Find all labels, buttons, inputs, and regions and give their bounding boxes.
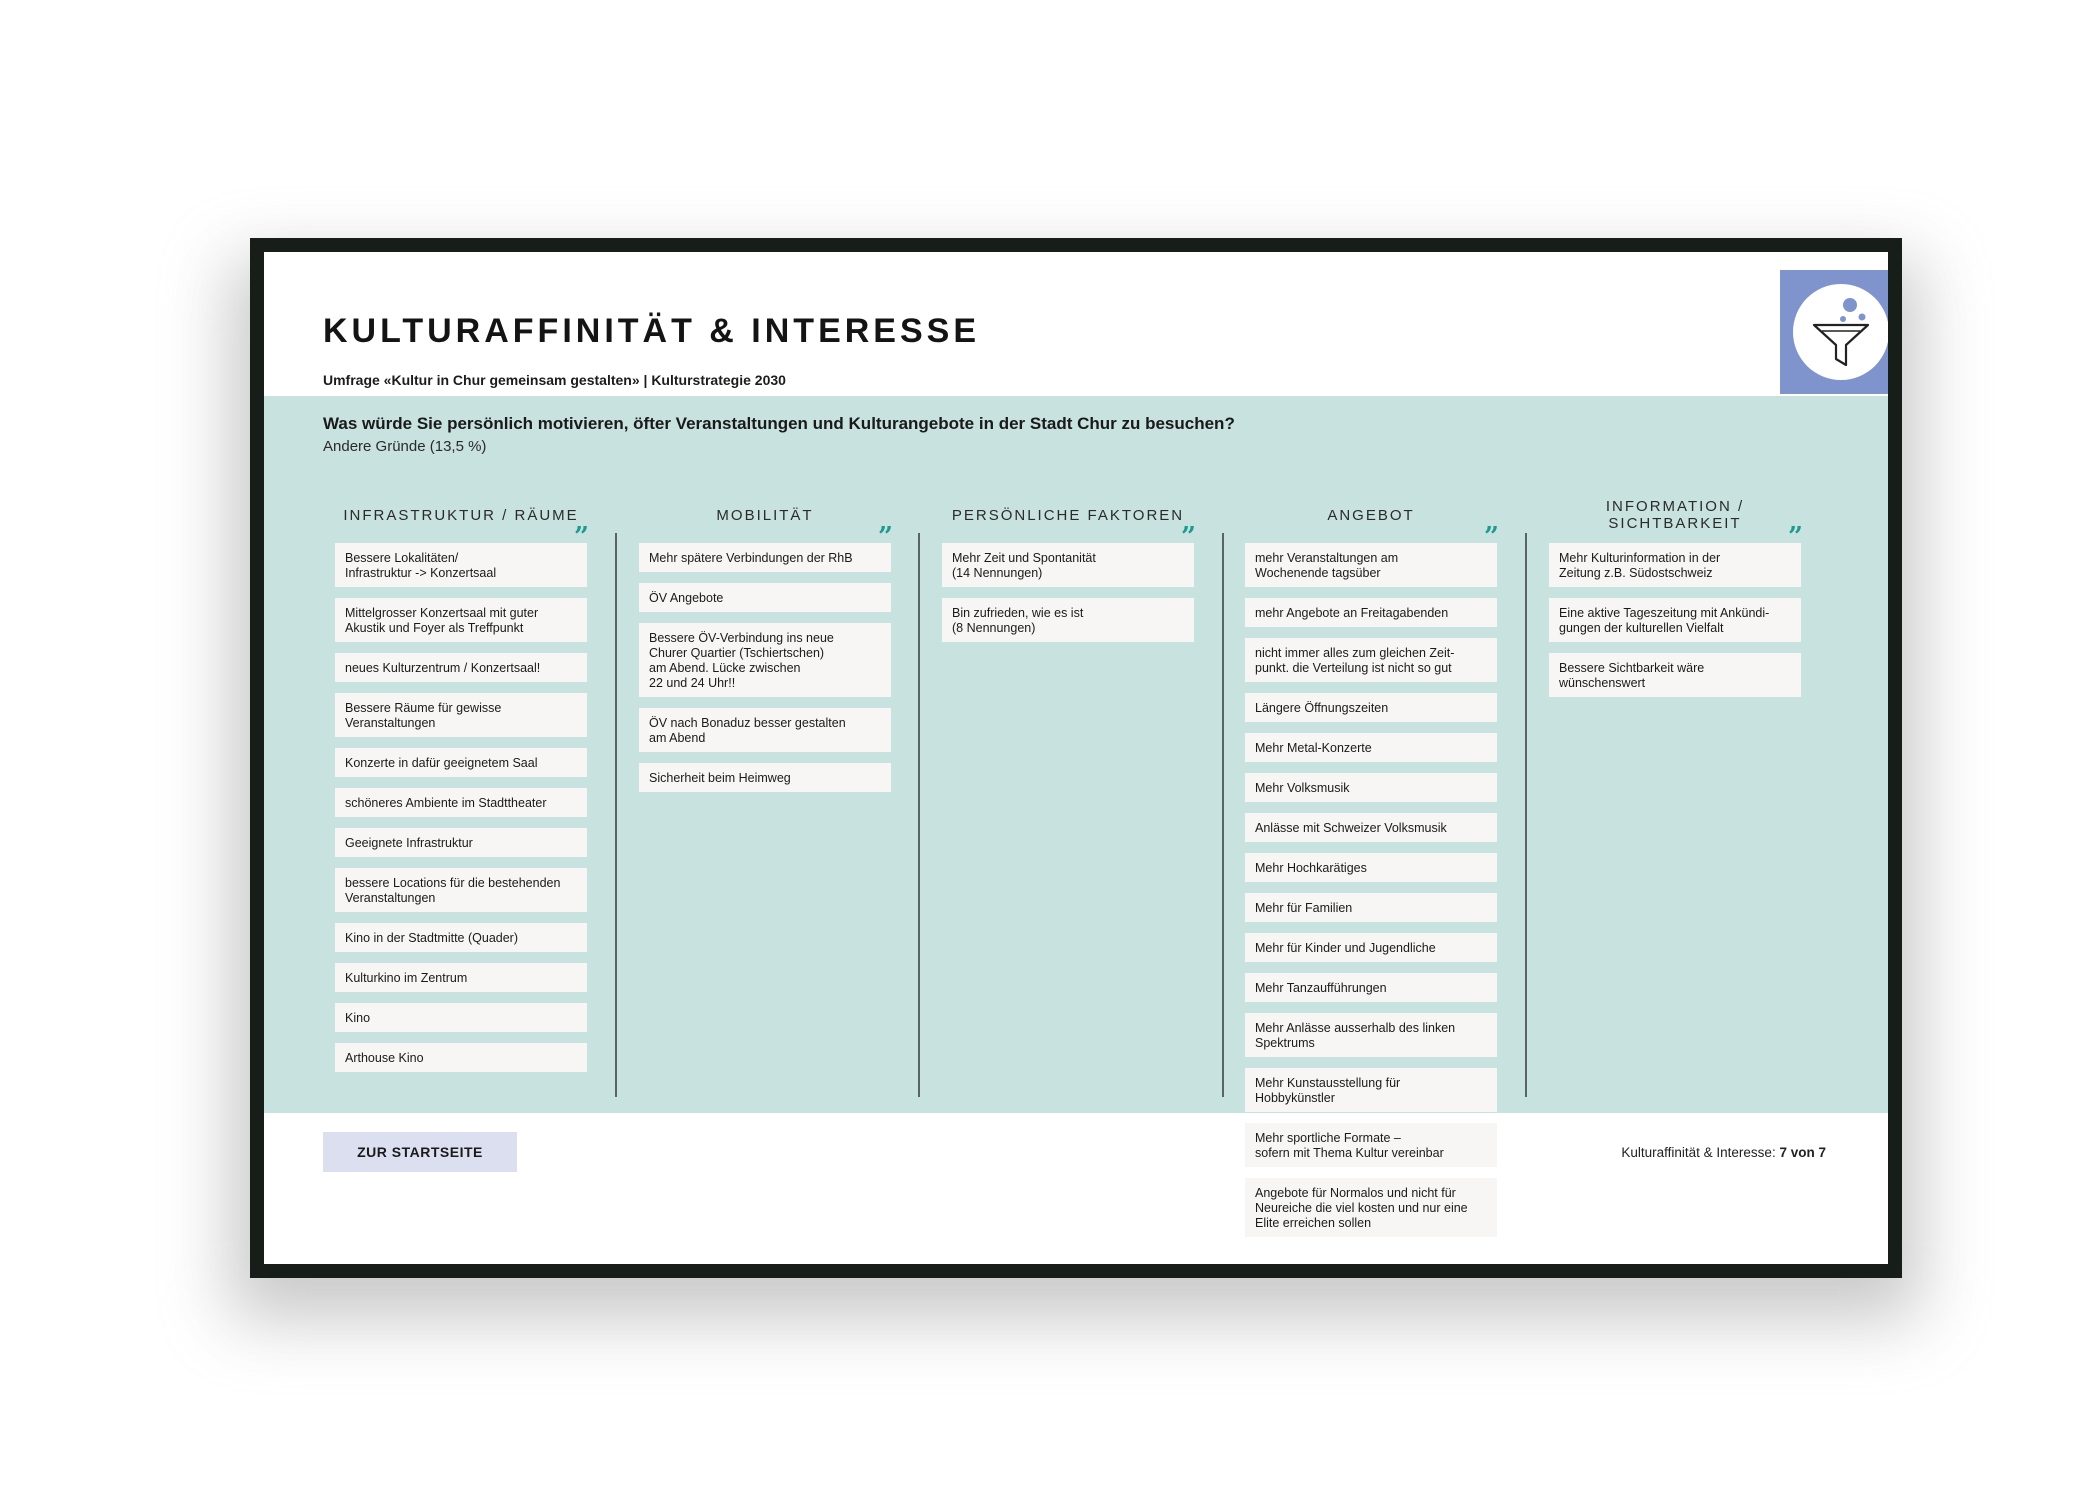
answer-card: Mehr sportliche Formate – sofern mit Thema Kultur vereinbar [1245,1123,1497,1167]
card-list [335,543,587,1072]
answer-card: Kino in der Stadtmitte (Quader) [335,923,587,952]
slide [264,252,1888,1264]
answer-card: Bessere Sichtbarkeit wäre wünschenswert [1549,653,1801,697]
answer-card: Bessere ÖV-Verbindung ins neue Churer Quartier (Tschiertschen) am Abend. Lücke zwischen 22 und 24 Uhr!! [639,623,891,697]
column-divider [615,533,617,1097]
answer-card: Längere Öffnungszeiten [1245,693,1497,722]
column-heading: MOBILITÄT [716,506,814,524]
card-list [1245,543,1497,1237]
logo-circle [1793,284,1888,380]
screen-frame [250,238,1902,1278]
answer-card: Bin zufrieden, wie es ist (8 Nennungen) [942,598,1194,642]
answer-card: Arthouse Kino [335,1043,587,1072]
answer-card: Mehr spätere Verbindungen der RhB [639,543,891,572]
quote-icon: ” [1788,522,1803,552]
column-divider [1222,533,1224,1097]
column-heading: INFORMATION / SICHTBARKEIT [1605,498,1745,532]
column-heading: PERSÖNLICHE FAKTOREN [951,506,1185,524]
card-list [1549,543,1801,697]
quote-icon: ” [878,522,893,552]
answer-card: mehr Angebote an Freitagabenden [1245,598,1497,627]
answer-card: Mehr Zeit und Spontanität (14 Nennungen) [942,543,1194,587]
funnel-icon [1806,295,1876,369]
quote-icon: ” [574,522,589,552]
answer-card: Kulturkino im Zentrum [335,963,587,992]
answer-card: Kino [335,1003,587,1032]
card-list [639,543,891,792]
answer-card: Mehr Anlässe ausserhalb des linken Spektrums [1245,1013,1497,1057]
answer-card: Bessere Räume für gewisse Veranstaltungen [335,693,587,737]
quote-icon: ” [1484,522,1499,552]
answer-card: Angebote für Normalos und nicht für Neureiche die viel kosten und nur eine Elite erreichen sollen [1245,1178,1497,1237]
answer-card: ÖV nach Bonaduz besser gestalten am Abend [639,708,891,752]
answer-card: Mittelgrosser Konzertsaal mit guter Akustik und Foyer als Treffpunkt [335,598,587,642]
answer-card: Geeignete Infrastruktur [335,828,587,857]
column-mobilitaet [639,496,891,803]
page-title: KULTURAFFINITÄT & INTERESSE [323,312,981,350]
answer-card: Mehr für Familien [1245,893,1497,922]
answer-card: Mehr Tanzaufführungen [1245,973,1497,1002]
column-heading: ANGEBOT [1327,506,1415,524]
answer-card: ÖV Angebote [639,583,891,612]
answer-card: mehr Veranstaltungen am Wochenende tagsüber [1245,543,1497,587]
survey-question: Was würde Sie persönlich motivieren, öfter Veranstaltungen und Kulturangebote in der Stadt Chur zu besuchen? [323,414,1235,433]
column-infrastruktur [335,496,587,1083]
column-divider [918,533,920,1097]
column-information [1549,496,1801,708]
answer-card: Mehr für Kinder und Jugendliche [1245,933,1497,962]
answer-card: Konzerte in dafür geeignetem Saal [335,748,587,777]
column-persoenliche-faktoren [942,496,1194,653]
answer-card: Anlässe mit Schweizer Volksmusik [1245,813,1497,842]
page-subtitle: Umfrage «Kultur in Chur gemeinsam gestalten» | Kulturstrategie 2030 [323,372,786,388]
page-indicator [1621,1145,1826,1160]
answer-card: Bessere Lokalitäten/ Infrastruktur -> Konzertsaal [335,543,587,587]
answer-card: nicht immer alles zum gleichen Zeit- punkt. die Verteilung ist nicht so gut [1245,638,1497,682]
survey-note: Andere Gründe (13,5 %) [323,438,487,455]
column-divider [1525,533,1527,1097]
answer-card: schöneres Ambiente im Stadttheater [335,788,587,817]
answer-card: Mehr Metal-Konzerte [1245,733,1497,762]
answer-card: Mehr Hochkarätiges [1245,853,1497,882]
answer-card: neues Kulturzentrum / Konzertsaal! [335,653,587,682]
answer-card: Mehr Kulturinformation in der Zeitung z.B. Südostschweiz [1549,543,1801,587]
answer-card: Eine aktive Tageszeitung mit Ankündi- gungen der kulturellen Vielfalt [1549,598,1801,642]
page-indicator-value: 7 von 7 [1779,1145,1826,1160]
logo-badge [1780,270,1888,394]
page-indicator-label: Kulturaffinität & Interesse: [1621,1145,1776,1160]
column-angebot [1245,496,1497,1248]
card-list [942,543,1194,642]
answer-card: Sicherheit beim Heimweg [639,763,891,792]
answer-card: Mehr Kunstausstellung für Hobbykünstler [1245,1068,1497,1112]
column-heading: INFRASTRUKTUR / RÄUME [343,506,579,524]
answer-card: bessere Locations für die bestehenden Veranstaltungen [335,868,587,912]
answer-card: Mehr Volksmusik [1245,773,1497,802]
quote-icon: ” [1181,522,1196,552]
start-page-button[interactable]: ZUR STARTSEITE [323,1132,517,1172]
